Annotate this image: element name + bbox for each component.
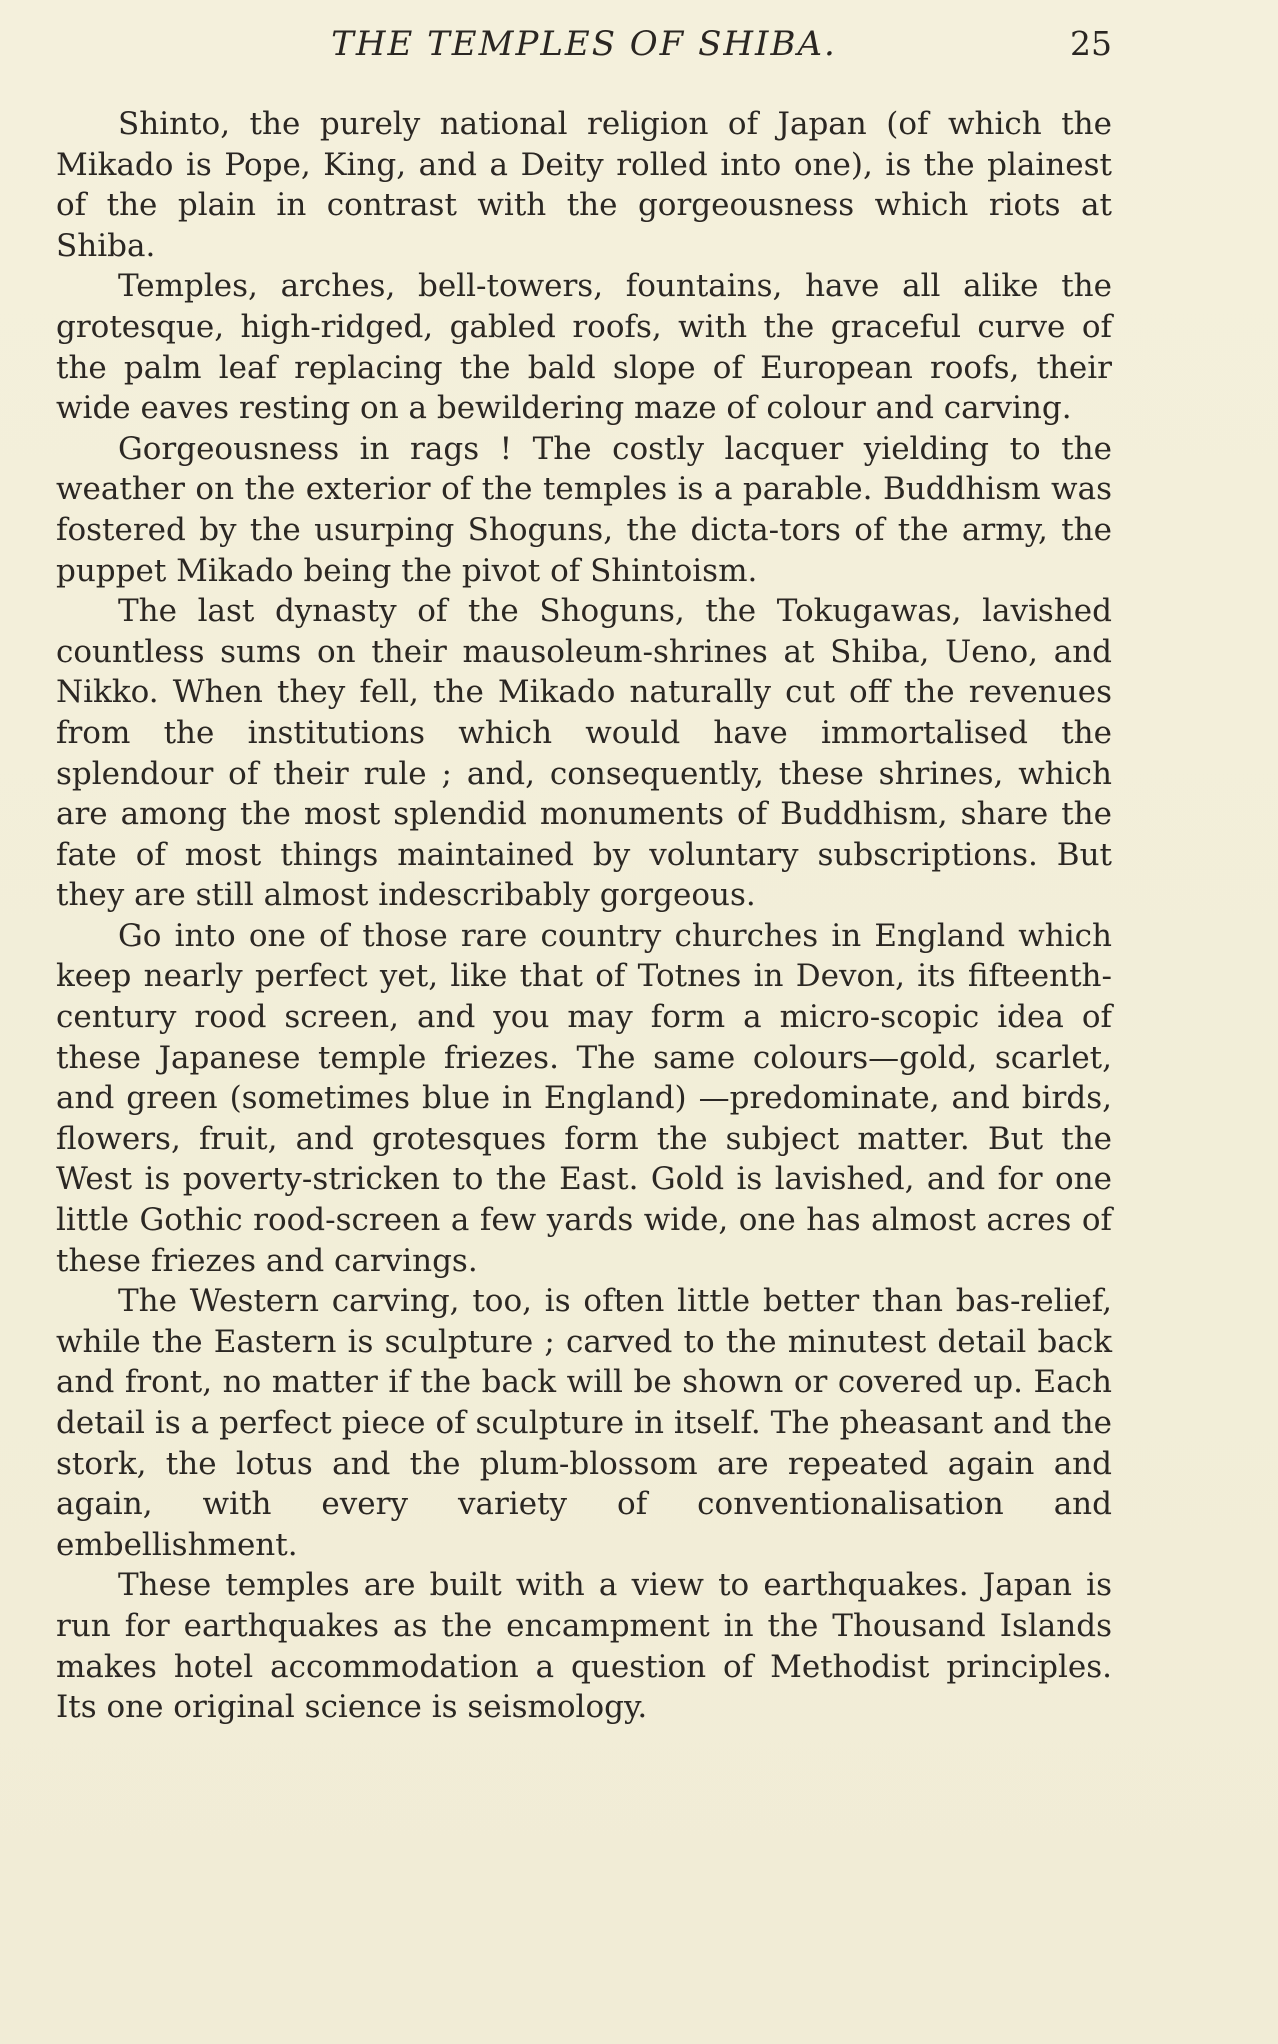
paragraph-1: Shinto, the purely national religion of Japan (of which the Mikado is Pope, King, and a Deity rolled into one), is the plainest of the plain in contrast with the gorgeousness which riots at Shiba. <box>56 106 1112 264</box>
running-title: THE TEMPLES OF SHIBA. <box>331 24 837 64</box>
paragraph-5: Go into one of those rare country churches in England which keep nearly perfect yet, like that of Totnes in Devon, its fifteenth-century rood screen, and you may form a micro-scopic idea of these Japanese temple friezes. The same colours—gold, scarlet, and green (sometimes blue in England) —predominate, and birds, flowers, fruit, and grotesques form the subject matter. But the West is poverty-stricken to the East. Gold is lavished, and for one little Gothic rood-screen a few yards wide, one has almost acres of these friezes and carvings. <box>56 917 1112 1279</box>
paragraph-3: Gorgeousness in rags ! The costly lacquer yielding to the weather on the exterior of the temples is a parable. Buddhism was fostered by the usurping Shoguns, the dicta-tors of the army, the puppet Mikado being the pivot of Shintoism. <box>56 430 1112 589</box>
paragraph-7: These temples are built with a view to earthquakes. Japan is run for earthquakes as the encampment in the Thousand Islands makes hotel accommodation a question of Methodist principles. Its one original science is seismology. <box>56 1567 1112 1726</box>
page-number: 25 <box>1070 24 1112 63</box>
body-text <box>56 104 1112 1728</box>
paragraph-2: Temples, arches, bell-towers, fountains, have all alike the grotesque, high-ridged, gabled roofs, with the graceful curve of the palm leaf replacing the bald slope of European roofs, their wide eaves resting on a bewildering maze of colour and carving. <box>56 268 1112 427</box>
paragraph-6: The Western carving, too, is often little better than bas-relief, while the Eastern is sculpture ; carved to the minutest detail back and front, no matter if the back will be shown or covered up. Each detail is a perfect piece of sculpture in itself. The pheasant and the stork, the lotus and the plum-blossom are repeated again and again, with every variety of conventionalisation and embellishment. <box>56 1283 1112 1563</box>
running-head <box>56 24 1112 68</box>
paragraph-4: The last dynasty of the Shoguns, the Tokugawas, lavished countless sums on their mausoleum-shrines at Shiba, Ueno, and Nikko. When they fell, the Mikado naturally cut off the revenues from the institutions which would have immortalised the splendour of their rule ; and, consequently, these shrines, which are among the most splendid monuments of Buddhism, share the fate of most things maintained by voluntary subscriptions. But they are still almost indescribably gorgeous. <box>56 593 1112 914</box>
